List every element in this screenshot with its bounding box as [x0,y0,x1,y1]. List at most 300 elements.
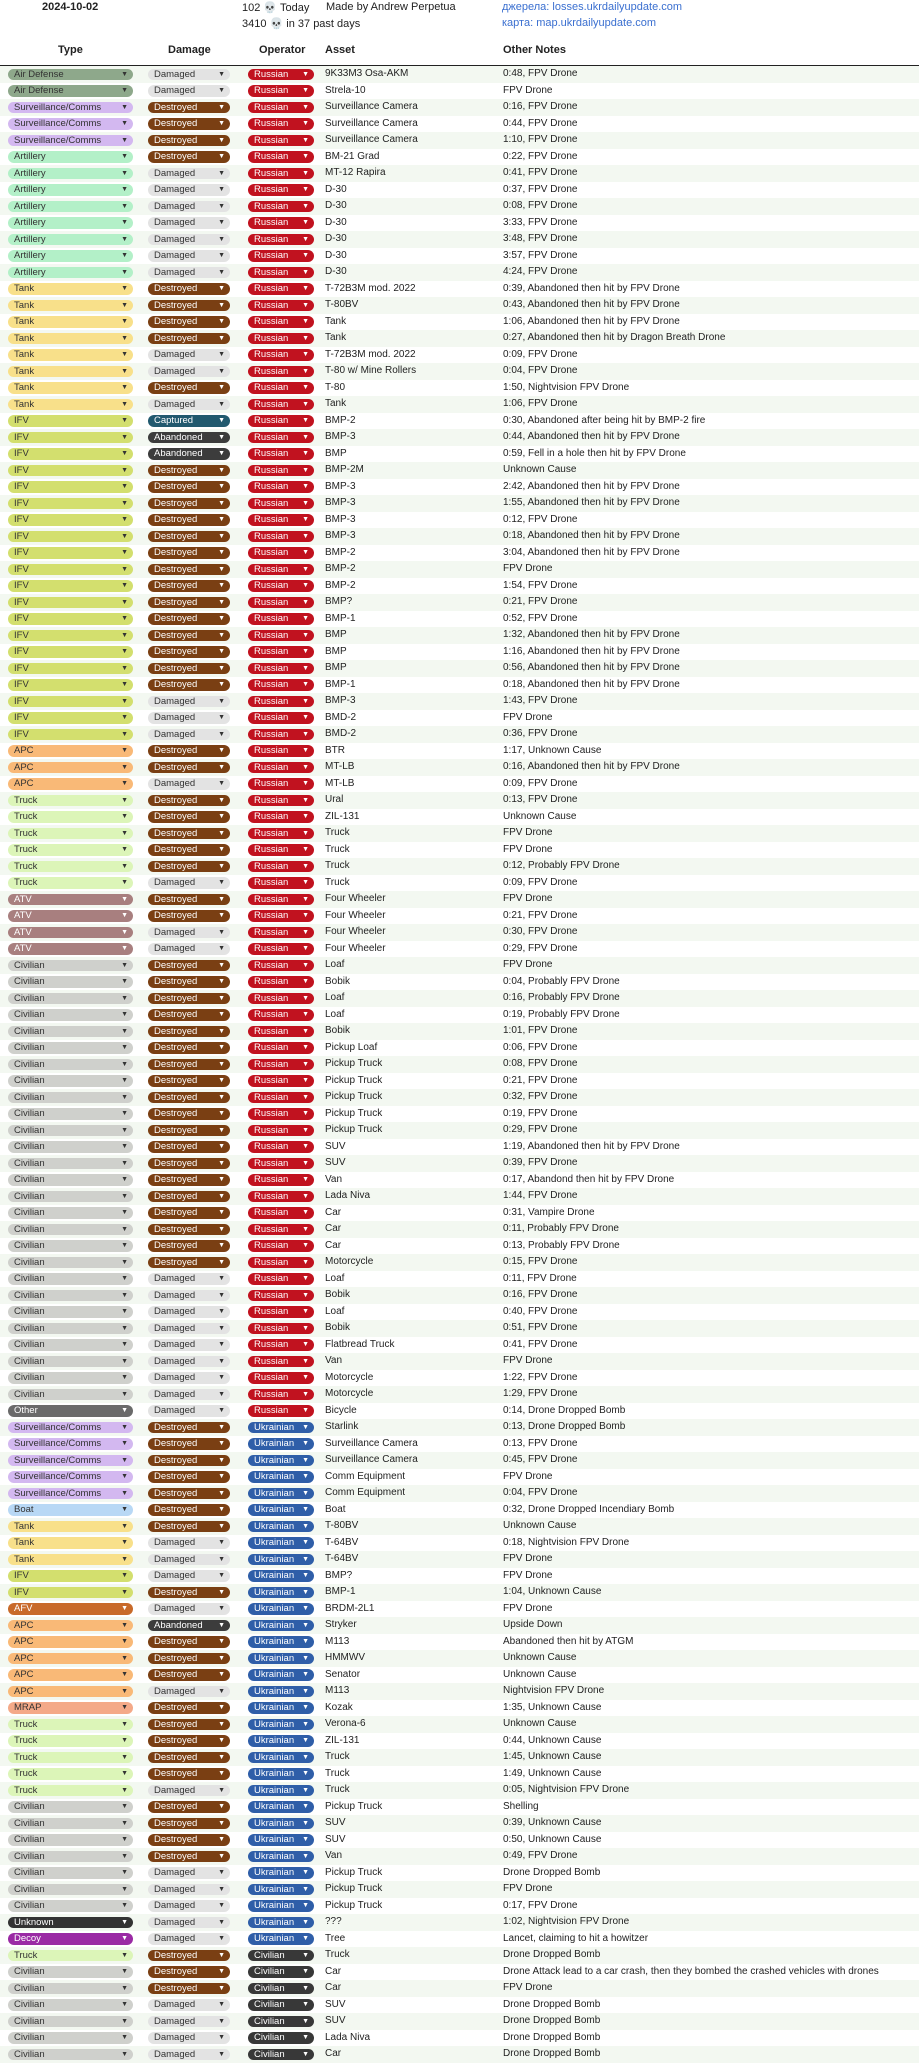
damage-select[interactable] [148,531,230,543]
operator-select[interactable] [248,1306,314,1318]
operator-select[interactable] [248,1719,314,1731]
operator-select[interactable] [248,729,314,741]
damage-select[interactable] [148,1521,230,1533]
type-select[interactable] [8,993,133,1005]
type-select[interactable] [8,201,133,213]
operator-select[interactable] [248,1900,314,1912]
damage-select[interactable] [148,118,230,130]
damage-select[interactable] [148,877,230,889]
damage-select[interactable] [148,1389,230,1401]
damage-select[interactable] [148,1999,230,2011]
damage-select[interactable] [148,1240,230,1252]
operator-select[interactable] [248,1207,314,1219]
operator-select[interactable] [248,745,314,757]
damage-select[interactable] [148,1818,230,1830]
operator-select[interactable] [248,1884,314,1896]
damage-select[interactable] [148,1059,230,1071]
type-select[interactable] [8,465,133,477]
damage-select[interactable] [148,1768,230,1780]
column-header-type[interactable]: Type [58,44,83,56]
operator-select[interactable] [248,1669,314,1681]
type-select[interactable] [8,2032,133,2044]
operator-select[interactable] [248,1339,314,1351]
type-select[interactable] [8,1570,133,1582]
operator-select[interactable] [248,415,314,427]
damage-select[interactable] [148,1735,230,1747]
type-select[interactable] [8,1290,133,1302]
damage-select[interactable] [148,712,230,724]
type-select[interactable] [8,613,133,625]
damage-select[interactable] [148,102,230,114]
damage-select[interactable] [148,1158,230,1170]
operator-select[interactable] [248,663,314,675]
type-select[interactable] [8,877,133,889]
damage-select[interactable] [148,1702,230,1714]
damage-select[interactable] [148,415,230,427]
type-select[interactable] [8,1884,133,1896]
operator-select[interactable] [248,1735,314,1747]
type-select[interactable] [8,217,133,229]
damage-select[interactable] [148,1537,230,1549]
operator-select[interactable] [248,1570,314,1582]
operator-select[interactable] [248,943,314,955]
damage-select[interactable] [148,2049,230,2061]
type-select[interactable] [8,1042,133,1054]
operator-select[interactable] [248,976,314,988]
operator-select[interactable] [248,778,314,790]
operator-select[interactable] [248,1818,314,1830]
damage-select[interactable] [148,696,230,708]
damage-select[interactable] [148,993,230,1005]
damage-select[interactable] [148,1075,230,1087]
operator-select[interactable] [248,217,314,229]
column-header-notes[interactable]: Other Notes [503,44,566,56]
type-select[interactable] [8,1125,133,1137]
type-select[interactable] [8,976,133,988]
operator-select[interactable] [248,283,314,295]
damage-select[interactable] [148,1587,230,1599]
operator-select[interactable] [248,1224,314,1236]
damage-select[interactable] [148,85,230,97]
type-select[interactable] [8,696,133,708]
type-select[interactable] [8,1636,133,1648]
type-select[interactable] [8,1851,133,1863]
type-select[interactable] [8,712,133,724]
damage-select[interactable] [148,1570,230,1582]
type-select[interactable] [8,1273,133,1285]
type-select[interactable] [8,1603,133,1615]
damage-select[interactable] [148,1983,230,1995]
type-select[interactable] [8,333,133,345]
type-select[interactable] [8,1224,133,1236]
damage-select[interactable] [148,432,230,444]
type-select[interactable] [8,745,133,757]
operator-select[interactable] [248,531,314,543]
operator-select[interactable] [248,1950,314,1962]
damage-select[interactable] [148,1306,230,1318]
type-select[interactable] [8,910,133,922]
damage-select[interactable] [148,1290,230,1302]
type-select[interactable] [8,927,133,939]
damage-select[interactable] [148,1405,230,1417]
type-select[interactable] [8,1405,133,1417]
type-select[interactable] [8,1785,133,1797]
type-select[interactable] [8,69,133,81]
operator-select[interactable] [248,1999,314,2011]
type-select[interactable] [8,1801,133,1813]
damage-select[interactable] [148,2016,230,2028]
operator-select[interactable] [248,1851,314,1863]
operator-select[interactable] [248,349,314,361]
damage-select[interactable] [148,1422,230,1434]
operator-select[interactable] [248,1587,314,1599]
damage-select[interactable] [148,1603,230,1615]
damage-select[interactable] [148,399,230,411]
type-select[interactable] [8,1141,133,1153]
type-select[interactable] [8,267,133,279]
type-select[interactable] [8,580,133,592]
damage-select[interactable] [148,943,230,955]
operator-select[interactable] [248,168,314,180]
operator-select[interactable] [248,1834,314,1846]
operator-select[interactable] [248,1521,314,1533]
type-select[interactable] [8,1719,133,1731]
operator-select[interactable] [248,1257,314,1269]
operator-select[interactable] [248,250,314,262]
operator-select[interactable] [248,696,314,708]
damage-select[interactable] [148,646,230,658]
damage-select[interactable] [148,514,230,526]
damage-select[interactable] [148,1372,230,1384]
damage-select[interactable] [148,861,230,873]
damage-select[interactable] [148,1026,230,1038]
damage-select[interactable] [148,1669,230,1681]
type-select[interactable] [8,1653,133,1665]
type-select[interactable] [8,630,133,642]
operator-select[interactable] [248,894,314,906]
operator-select[interactable] [248,201,314,213]
operator-select[interactable] [248,300,314,312]
operator-select[interactable] [248,1009,314,1021]
operator-select[interactable] [248,1042,314,1054]
type-select[interactable] [8,531,133,543]
damage-select[interactable] [148,1108,230,1120]
operator-select[interactable] [248,1174,314,1186]
operator-select[interactable] [248,1372,314,1384]
type-select[interactable] [8,448,133,460]
type-select[interactable] [8,1966,133,1978]
type-select[interactable] [8,894,133,906]
operator-select[interactable] [248,613,314,625]
type-select[interactable] [8,1207,133,1219]
type-select[interactable] [8,1389,133,1401]
damage-select[interactable] [148,267,230,279]
operator-select[interactable] [248,844,314,856]
type-select[interactable] [8,382,133,394]
type-select[interactable] [8,349,133,361]
type-select[interactable] [8,118,133,130]
damage-select[interactable] [148,679,230,691]
damage-select[interactable] [148,927,230,939]
damage-select[interactable] [148,564,230,576]
operator-select[interactable] [248,960,314,972]
damage-select[interactable] [148,1884,230,1896]
operator-select[interactable] [248,1702,314,1714]
operator-select[interactable] [248,1323,314,1335]
type-select[interactable] [8,1554,133,1566]
damage-select[interactable] [148,1323,230,1335]
damage-select[interactable] [148,366,230,378]
operator-select[interactable] [248,2032,314,2044]
damage-select[interactable] [148,1125,230,1137]
damage-select[interactable] [148,1471,230,1483]
operator-select[interactable] [248,1125,314,1137]
type-select[interactable] [8,85,133,97]
damage-select[interactable] [148,828,230,840]
damage-select[interactable] [148,729,230,741]
operator-select[interactable] [248,333,314,345]
type-select[interactable] [8,1108,133,1120]
damage-select[interactable] [148,762,230,774]
type-select[interactable] [8,960,133,972]
type-select[interactable] [8,1686,133,1698]
operator-select[interactable] [248,382,314,394]
damage-select[interactable] [148,1504,230,1516]
damage-select[interactable] [148,663,230,675]
operator-select[interactable] [248,2016,314,2028]
damage-select[interactable] [148,168,230,180]
damage-select[interactable] [148,1092,230,1104]
column-header-damage[interactable]: Damage [168,44,211,56]
operator-select[interactable] [248,1636,314,1648]
operator-select[interactable] [248,712,314,724]
type-select[interactable] [8,795,133,807]
damage-select[interactable] [148,1917,230,1929]
operator-select[interactable] [248,1620,314,1632]
type-select[interactable] [8,1620,133,1632]
operator-select[interactable] [248,1075,314,1087]
operator-select[interactable] [248,564,314,576]
source-link[interactable]: джерела: losses.ukrdailyupdate.com [502,1,683,13]
operator-select[interactable] [248,1785,314,1797]
type-select[interactable] [8,1933,133,1945]
operator-select[interactable] [248,580,314,592]
type-select[interactable] [8,679,133,691]
type-select[interactable] [8,316,133,328]
damage-select[interactable] [148,1339,230,1351]
type-select[interactable] [8,283,133,295]
type-select[interactable] [8,1075,133,1087]
operator-select[interactable] [248,1389,314,1401]
operator-select[interactable] [248,1686,314,1698]
type-select[interactable] [8,1983,133,1995]
type-select[interactable] [8,1537,133,1549]
type-select[interactable] [8,597,133,609]
type-select[interactable] [8,1488,133,1500]
damage-select[interactable] [148,151,230,163]
operator-select[interactable] [248,811,314,823]
type-select[interactable] [8,1174,133,1186]
type-select[interactable] [8,663,133,675]
operator-select[interactable] [248,1356,314,1368]
damage-select[interactable] [148,498,230,510]
operator-select[interactable] [248,861,314,873]
type-select[interactable] [8,1438,133,1450]
damage-select[interactable] [148,811,230,823]
operator-select[interactable] [248,85,314,97]
type-select[interactable] [8,828,133,840]
type-select[interactable] [8,1158,133,1170]
damage-select[interactable] [148,234,230,246]
damage-select[interactable] [148,1042,230,1054]
type-select[interactable] [8,151,133,163]
operator-select[interactable] [248,1917,314,1929]
damage-select[interactable] [148,1950,230,1962]
type-select[interactable] [8,1323,133,1335]
operator-select[interactable] [248,1603,314,1615]
operator-select[interactable] [248,877,314,889]
damage-select[interactable] [148,283,230,295]
damage-select[interactable] [148,1636,230,1648]
damage-select[interactable] [148,630,230,642]
operator-select[interactable] [248,630,314,642]
damage-select[interactable] [148,382,230,394]
operator-select[interactable] [248,1471,314,1483]
type-select[interactable] [8,1339,133,1351]
damage-select[interactable] [148,465,230,477]
operator-select[interactable] [248,1867,314,1879]
operator-select[interactable] [248,1191,314,1203]
damage-select[interactable] [148,547,230,559]
column-header-asset[interactable]: Asset [325,44,355,56]
operator-select[interactable] [248,1158,314,1170]
damage-select[interactable] [148,481,230,493]
damage-select[interactable] [148,1834,230,1846]
damage-select[interactable] [148,1356,230,1368]
type-select[interactable] [8,1471,133,1483]
operator-select[interactable] [248,1141,314,1153]
operator-select[interactable] [248,432,314,444]
operator-select[interactable] [248,102,314,114]
type-select[interactable] [8,729,133,741]
type-select[interactable] [8,250,133,262]
type-select[interactable] [8,1257,133,1269]
damage-select[interactable] [148,1752,230,1764]
type-select[interactable] [8,811,133,823]
damage-select[interactable] [148,613,230,625]
damage-select[interactable] [148,844,230,856]
damage-select[interactable] [148,1966,230,1978]
operator-select[interactable] [248,1059,314,1071]
damage-select[interactable] [148,448,230,460]
type-select[interactable] [8,564,133,576]
type-select[interactable] [8,844,133,856]
damage-select[interactable] [148,745,230,757]
type-select[interactable] [8,399,133,411]
damage-select[interactable] [148,1785,230,1797]
operator-select[interactable] [248,993,314,1005]
type-select[interactable] [8,415,133,427]
type-select[interactable] [8,1867,133,1879]
type-select[interactable] [8,2049,133,2061]
operator-select[interactable] [248,2049,314,2061]
type-select[interactable] [8,1455,133,1467]
damage-select[interactable] [148,1141,230,1153]
operator-select[interactable] [248,1455,314,1467]
map-link[interactable]: карта: map.ukrdailyupdate.com [502,17,657,29]
operator-select[interactable] [248,1422,314,1434]
operator-select[interactable] [248,1933,314,1945]
operator-select[interactable] [248,267,314,279]
type-select[interactable] [8,481,133,493]
operator-select[interactable] [248,1092,314,1104]
operator-select[interactable] [248,1488,314,1500]
operator-select[interactable] [248,399,314,411]
damage-select[interactable] [148,1009,230,1021]
damage-select[interactable] [148,1801,230,1813]
damage-select[interactable] [148,1867,230,1879]
operator-select[interactable] [248,1438,314,1450]
type-select[interactable] [8,184,133,196]
type-select[interactable] [8,1950,133,1962]
type-select[interactable] [8,1834,133,1846]
type-select[interactable] [8,778,133,790]
damage-select[interactable] [148,1719,230,1731]
type-select[interactable] [8,432,133,444]
type-select[interactable] [8,1009,133,1021]
type-select[interactable] [8,1669,133,1681]
type-select[interactable] [8,102,133,114]
operator-select[interactable] [248,465,314,477]
damage-select[interactable] [148,597,230,609]
damage-select[interactable] [148,910,230,922]
damage-select[interactable] [148,1207,230,1219]
damage-select[interactable] [148,1224,230,1236]
type-select[interactable] [8,646,133,658]
damage-select[interactable] [148,1653,230,1665]
damage-select[interactable] [148,894,230,906]
operator-select[interactable] [248,69,314,81]
operator-select[interactable] [248,646,314,658]
operator-select[interactable] [248,1983,314,1995]
type-select[interactable] [8,1059,133,1071]
type-select[interactable] [8,300,133,312]
type-select[interactable] [8,168,133,180]
operator-select[interactable] [248,1768,314,1780]
operator-select[interactable] [248,366,314,378]
type-select[interactable] [8,366,133,378]
operator-select[interactable] [248,118,314,130]
damage-select[interactable] [148,1686,230,1698]
damage-select[interactable] [148,1554,230,1566]
damage-select[interactable] [148,250,230,262]
type-select[interactable] [8,1504,133,1516]
operator-select[interactable] [248,316,314,328]
damage-select[interactable] [148,960,230,972]
type-select[interactable] [8,1818,133,1830]
damage-select[interactable] [148,1851,230,1863]
damage-select[interactable] [148,1455,230,1467]
damage-select[interactable] [148,2032,230,2044]
operator-select[interactable] [248,234,314,246]
type-select[interactable] [8,1026,133,1038]
operator-select[interactable] [248,679,314,691]
type-select[interactable] [8,1240,133,1252]
operator-select[interactable] [248,448,314,460]
damage-select[interactable] [148,1273,230,1285]
type-select[interactable] [8,1702,133,1714]
damage-select[interactable] [148,1257,230,1269]
